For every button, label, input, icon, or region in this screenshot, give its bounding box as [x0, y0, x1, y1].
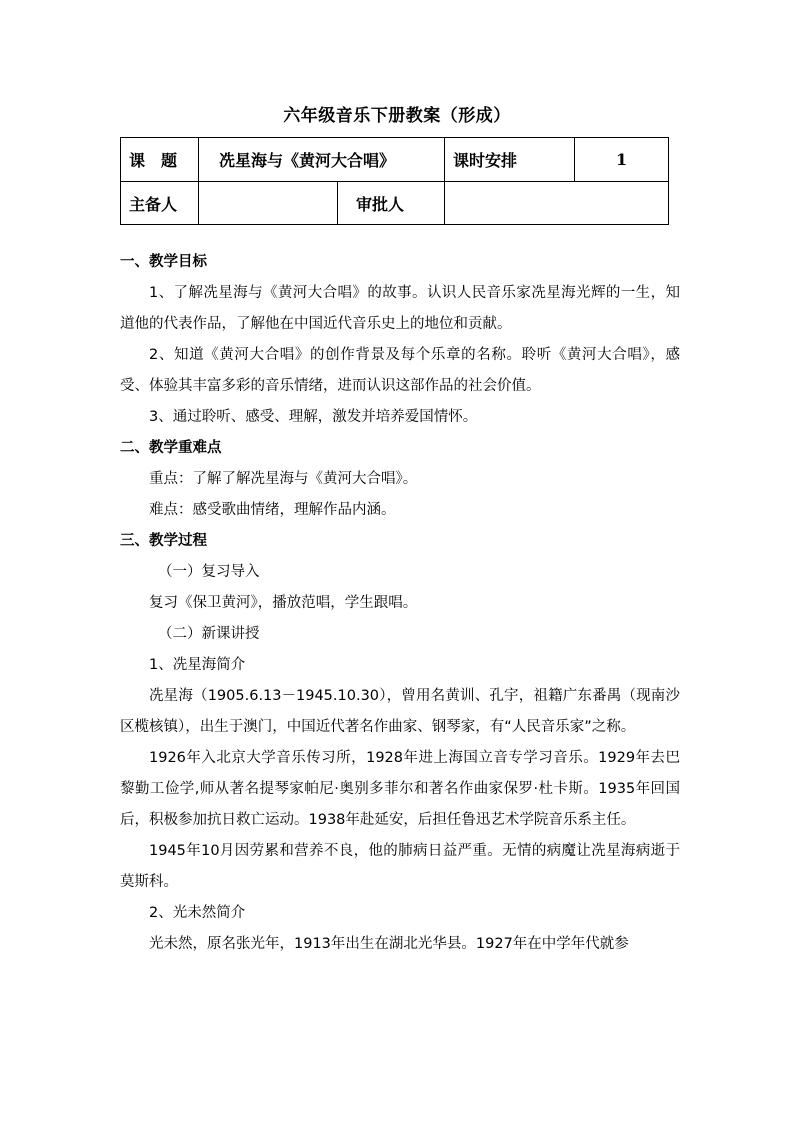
key-heading: 二、教学重难点: [120, 440, 222, 456]
approver-value: [445, 182, 669, 225]
preparer-value: [199, 182, 338, 225]
lesson-info-table: [120, 137, 669, 225]
lesson-content: [120, 247, 680, 960]
table-row: [121, 138, 669, 182]
document-title: 六年级音乐下册教案（形成）: [283, 106, 511, 126]
goal-1: 1、了解冼星海与《黄河大合唱》的故事。认识人民音乐家冼星海光辉的一生，知道他的代表作品，了解他在中国近代音乐史上的地位和贡献。: [120, 285, 680, 332]
key-point: 重点：了解了解冼星海与《黄河大合唱》。: [149, 471, 418, 487]
step-1-text: 复习《保卫黄河》，播放范唱，学生跟唱。: [149, 595, 418, 611]
sub-1-heading: 1、冼星海简介: [149, 657, 246, 673]
topic-label: 课 题: [121, 138, 199, 182]
bio-paragraph-4: 光未然，原名张光年，1913年出生在湖北光华县。1927年在中学年代就参: [149, 936, 629, 952]
approver-label: 审批人: [338, 182, 445, 225]
schedule-value: 1: [575, 138, 669, 182]
goals-heading: 一、教学目标: [120, 254, 207, 270]
bio-paragraph-2: 1926年入北京大学音乐传习所，1928年进上海国立音专学习音乐。1929年去巴黎勤工俭学,师从著名提琴家帕尼·奥别多菲尔和著名作曲家保罗·杜卡斯。1935年回国后，积极参加抗日救亡运动。1938年赴延安，后担任鲁迅艺术学院音乐系主任。: [120, 750, 680, 828]
step-1-heading: （一）复习导入: [158, 564, 260, 580]
difficult-point: 难点：感受歌曲情绪，理解作品内涵。: [149, 502, 396, 518]
goal-2: 2、知道《黄河大合唱》的创作背景及每个乐章的名称。聆听《黄河大合唱》，感受、体验其丰富多彩的音乐情绪，进而认识这部作品的社会价值。: [120, 347, 680, 394]
table-row: [121, 182, 669, 225]
sub-2-heading: 2、光未然简介: [149, 905, 246, 921]
process-heading: 三、教学过程: [120, 533, 207, 549]
schedule-label: 课时安排: [445, 138, 575, 182]
step-2-heading: （二）新课讲授: [158, 626, 260, 642]
goal-3: 3、通过聆听、感受、理解，激发并培养爱国情怀。: [149, 409, 478, 425]
topic-value: 冼星海与《黄河大合唱》: [199, 138, 445, 182]
bio-paragraph-1: 冼星海（1905.6.13－1945.10.30），曾用名黄训、孔宇，祖籍广东番禺（现南沙区榄核镇），出生于澳门，中国近代著名作曲家、钢琴家，有“人民音乐家”之称。: [120, 688, 680, 735]
preparer-label: 主备人: [121, 182, 199, 225]
bio-paragraph-3: 1945年10月因劳累和营养不良，他的肺病日益严重。无情的病魔让冼星海病逝于莫斯科。: [120, 843, 680, 890]
